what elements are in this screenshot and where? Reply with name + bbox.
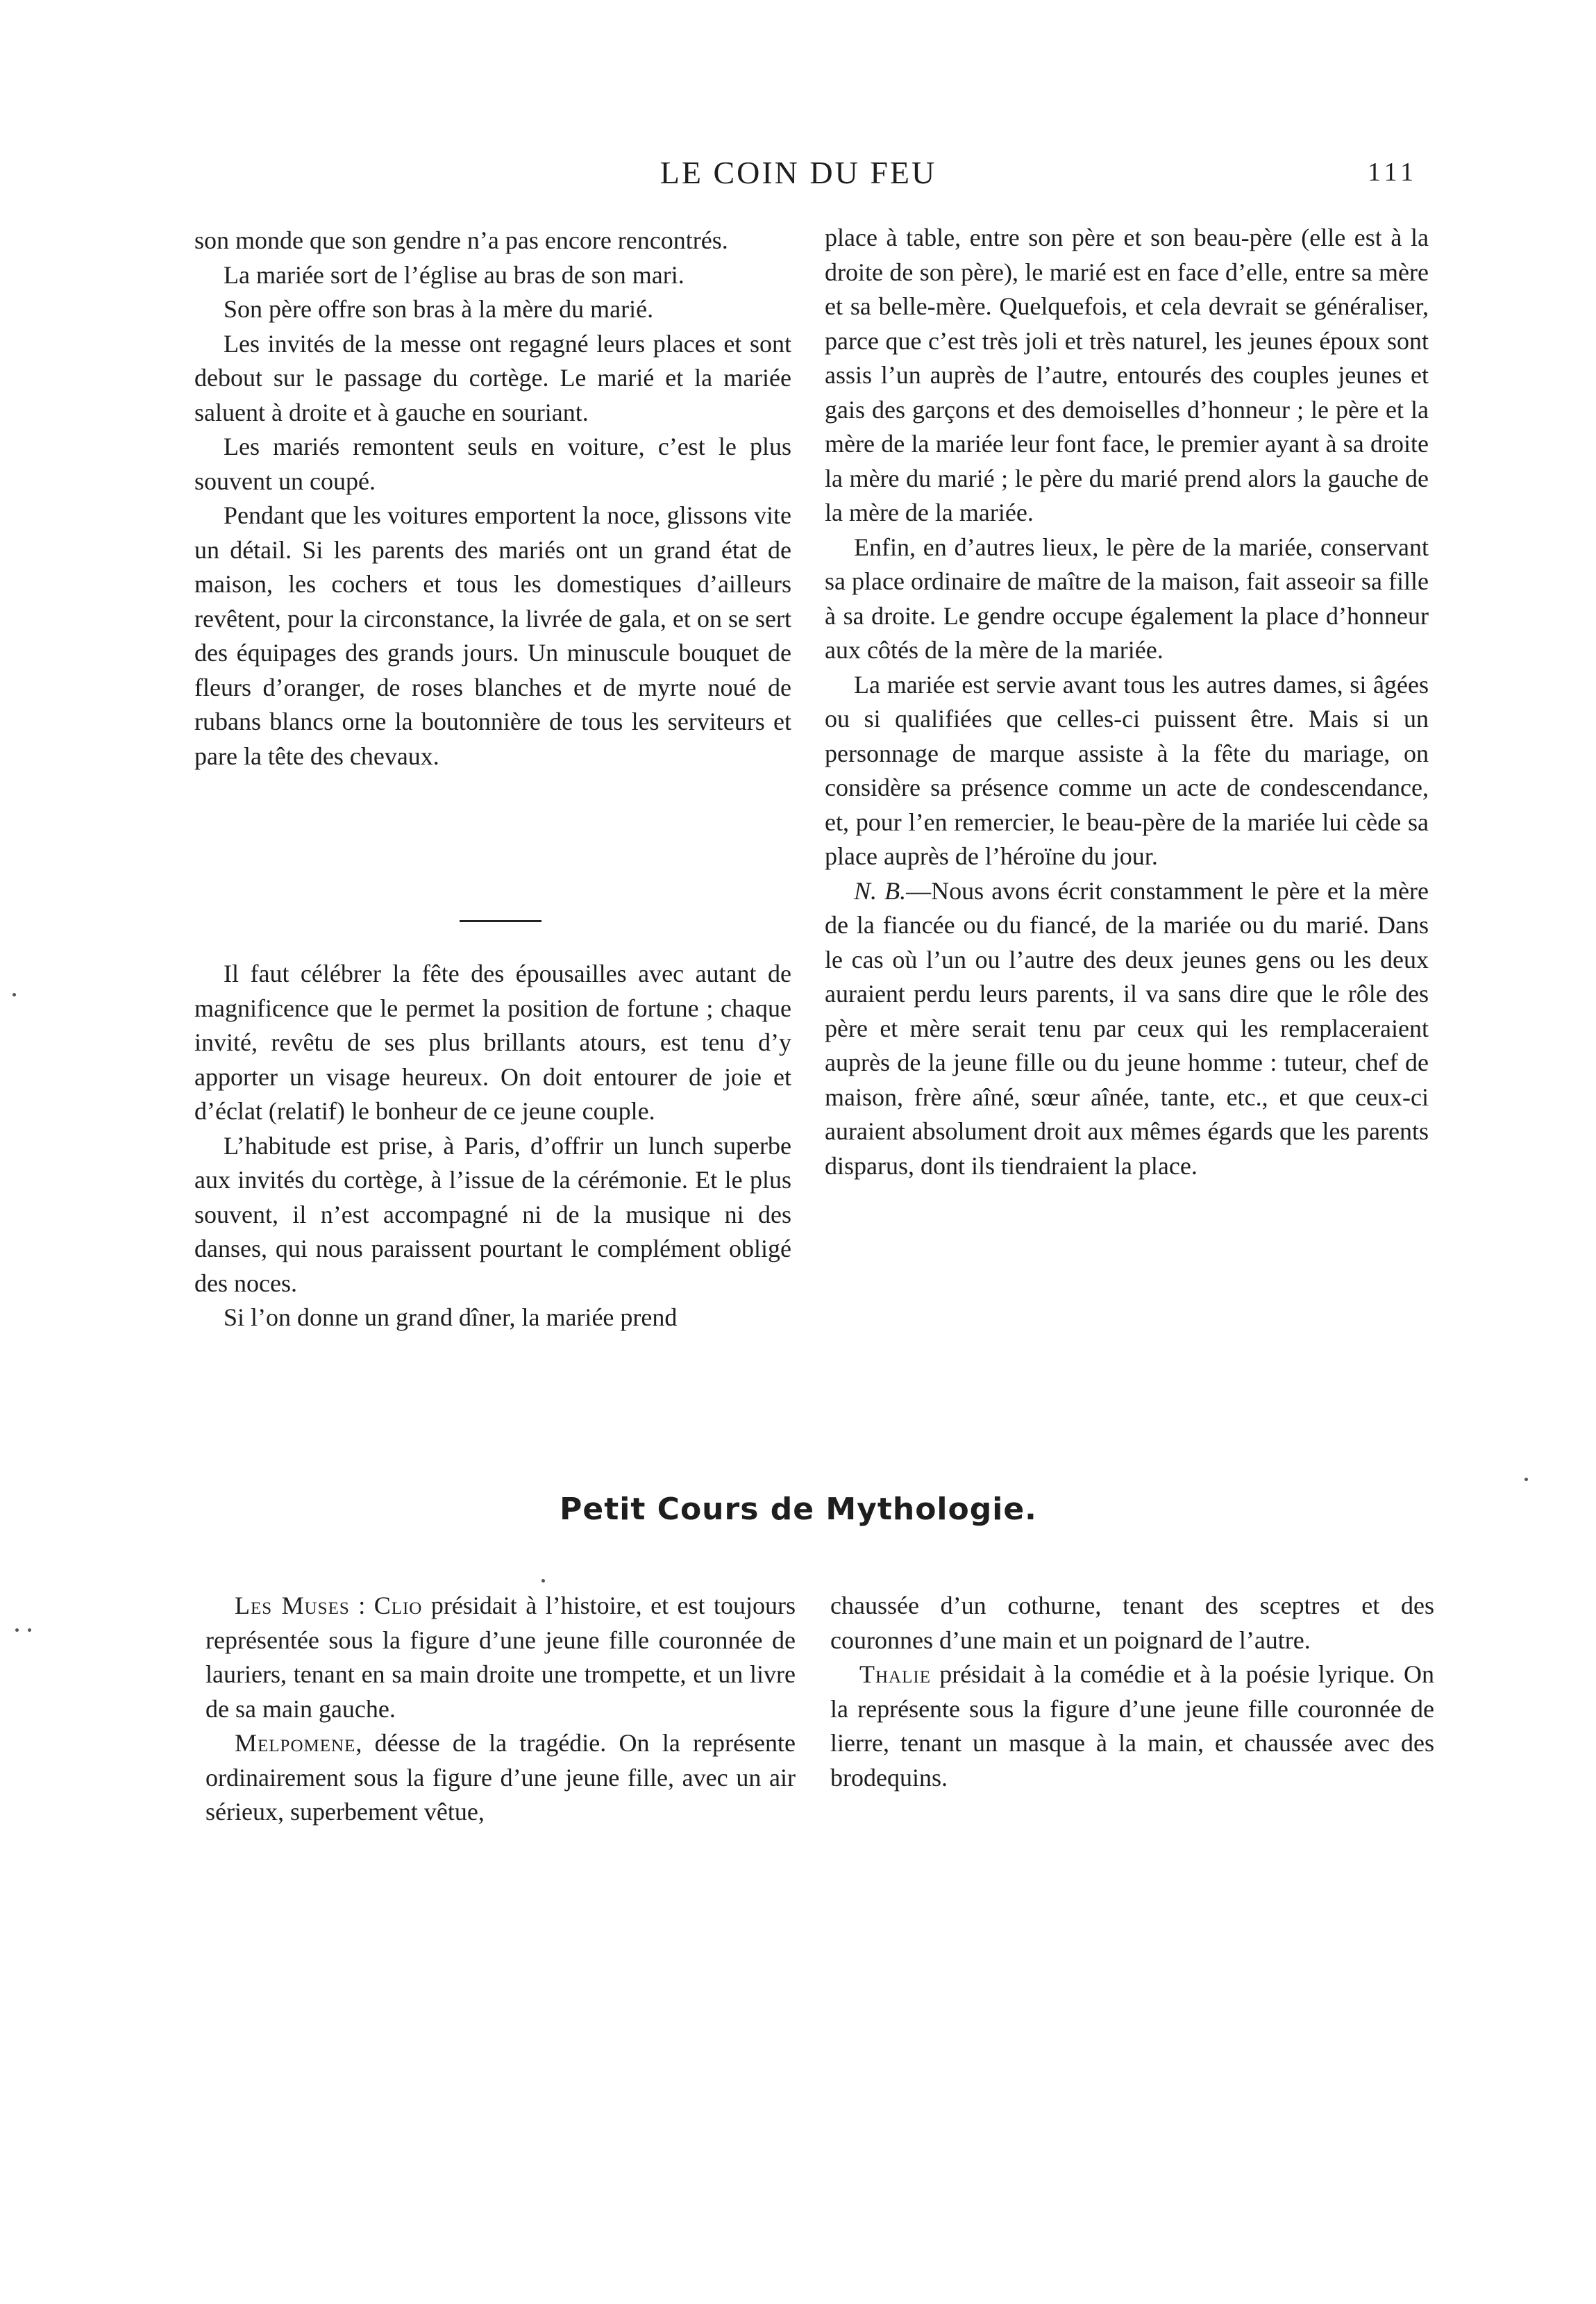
paragraph: Les Muses : Clio présidait à l’histoire, et est toujours représentée sous la figure d’une jeune fille couronnée de lauriers, tenant en sa main droite une trompette, et un livre de sa main gauche. — [205, 1592, 796, 1723]
print-speck — [15, 1628, 19, 1632]
paragraph: La mariée est servie avant tous les autres dames, si âgées ou si qualifiées que celles-ci puissent être. Mais si un personnage de marque assiste à la fête du mariage, on considère sa présence comme un acte de condescendance, et, pour l’en remercier, le beau-père de la mariée lui cède sa place auprès de l’héroïne du jour. — [825, 670, 1429, 870]
paragraph: place à table, entre son père et son beau-père (elle est à la droite de son père), le marié est en face d’elle, entre sa mère et sa belle-mère. Quelquefois, et cela devrait se généraliser, parce que c’est très joli et très naturel, les jeunes époux sont assis l’un auprès de l’autre, entourés des couples jeunes et gais des garçons et des demoiselles d’honneur ; le père et la mère de la mariée leur font face, le premier ayant à sa droite la mère du marié ; le père du marié prend alors la gauche de la mère de la mariée. — [825, 224, 1429, 526]
thalie-text: présidait à la comédie et à la poésie lyrique. On la représente sous la figure d’une jeune fille couronnée de lierre, tenant un masque à la main, et chaussée avec des brodequins. — [830, 1660, 1434, 1792]
paragraph: son monde que son gendre n’a pas encore rencontrés. — [194, 226, 728, 254]
section-divider — [460, 920, 541, 922]
print-speck — [28, 1628, 31, 1632]
paragraph: La mariée sort de l’église au bras de son mari. — [224, 260, 684, 289]
clio-label: Clio — [373, 1592, 423, 1619]
nota-bene-label: N. B. — [854, 876, 907, 905]
section-heading: Petit Cours de Mythologie. — [560, 1492, 1037, 1527]
running-title: LE COIN DU FEU — [660, 155, 937, 190]
mythology-right-column — [830, 1589, 1434, 1795]
print-speck — [541, 1579, 545, 1583]
paragraph: Pendant que les voitures emportent la noce, glissons vite un détail. Si les parents des mariés ont un grand état de maison, les cochers et tous les domestiques d’ailleurs revêtent, pour la circonstance, la livrée de gala, et on se sert des équipages des grands jours. Un minuscule bouquet de fleurs d’oranger, de roses blanches et de myrte noué de rubans blancs orne la boutonnière de tous les serviteurs et pare la tête des chevaux. — [194, 501, 791, 770]
paragraph: Si l’on donne un grand dîner, la mariée prend — [224, 1303, 678, 1331]
paragraph: Les mariés remontent seuls en voiture, c’est le plus souvent un coupé. — [194, 433, 791, 495]
muses-label: Les Muses — [235, 1592, 350, 1619]
nota-bene-paragraph — [825, 874, 1429, 1184]
article-left-column-lower — [194, 957, 791, 1335]
paragraph — [205, 1726, 796, 1830]
paragraph: Enfin, en d’autres lieux, le père de la mariée, conservant sa place ordinaire de maître de la maison, fait asseoir sa fille à sa droite. Le gendre occupe également la place d’honneur aux côtés de la mère de la mariée. — [825, 533, 1429, 664]
print-speck — [1524, 1478, 1528, 1481]
thalie-label: Thalie — [859, 1660, 931, 1688]
print-speck — [12, 993, 16, 996]
paragraph: L’habitude est prise, à Paris, d’offrir un lunch superbe aux invités du cortège, à l’issue de la cérémonie. Et le plus souvent, il n’est accompagné ni de la musique ni des danses, qui nous paraissent pourtant le complément obligé des noces. — [194, 1131, 791, 1297]
paragraph: Il faut célébrer la fête des épousailles avec autant de magnificence que le permet la position de fortune ; chaque invité, revêtu de ses plus brillants atours, est tenu d’y apporter un visage heureux. On doit entourer de joie et d’éclat (relatif) le bonheur de ce jeune couple. — [194, 960, 791, 1125]
melpomene-label: Melpomene — [235, 1729, 356, 1757]
mythology-left-column — [205, 1589, 796, 1830]
article-left-column — [194, 224, 791, 774]
melpomene-text: , déesse de la tragédie. On la représente ordinairement sous la figure d’une jeune fille, avec un air sérieux, superbement vêtue, — [205, 1729, 796, 1826]
clio-text: présidait à l’histoire, et est toujours représentée sous la figure d’une jeune fille couronnée de lauriers, tenant en sa main droite une trompette, et un livre de sa main gauche. — [205, 1592, 796, 1723]
article-right-column — [825, 221, 1429, 1183]
nota-bene-text: —Nous avons écrit constamment le père et la mère de la fiancée ou du fiancé, de la mariée ou du marié. Dans le cas où l’un ou l’autre des deux jeunes gens ou les deux auraient perdu leurs parents, il va sans dire que le rôle des père et mère serait tenu par ceux qui les remplaceraient auprès de la jeune fille ou du jeune homme : tuteur, chef de maison, frère aîné, sœur aînée, tante, etc., et que ceux-ci auraient absolument droit aux mêmes égards que les parents disparus, dont ils tiendraient la place. — [825, 876, 1429, 1180]
paragraph: Son père offre son bras à la mère du marié. — [224, 295, 654, 323]
page-number: 111 — [1368, 158, 1418, 187]
paragraph — [830, 1658, 1434, 1795]
paragraph: Les invités de la messe ont regagné leurs places et sont debout sur le passage du cortège. Le marié et la mariée saluent à droite et à gauche en souriant. — [194, 329, 791, 426]
paragraph: chaussée d’un cothurne, tenant des sceptres et des couronnes d’une main et un poignard de l’autre. — [830, 1592, 1434, 1654]
